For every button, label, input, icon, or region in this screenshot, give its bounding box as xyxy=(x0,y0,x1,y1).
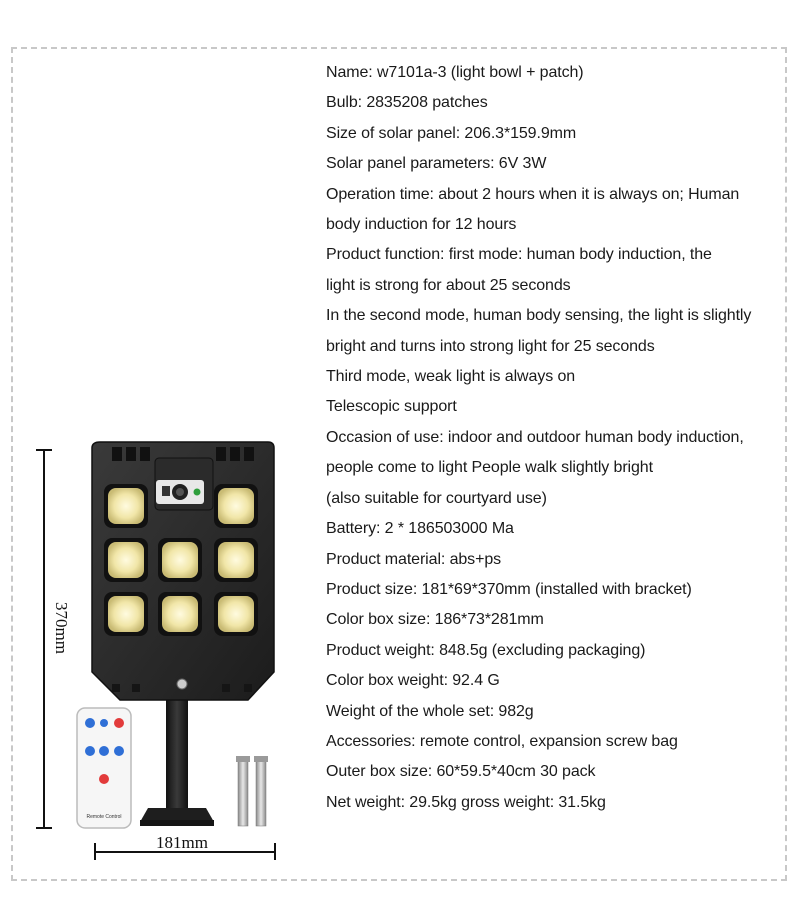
spec-line: light is strong for about 25 seconds xyxy=(326,276,571,294)
spec-line: people come to light People walk slightly bright xyxy=(326,459,653,477)
spec-line: Product material: abs+ps xyxy=(326,550,502,568)
spec-line: Name: w7101a-3 (light bowl + patch) xyxy=(326,64,584,81)
spec-line: Color box size: 186*73*281mm xyxy=(326,611,544,629)
expansion-screws xyxy=(236,756,268,826)
spec-line: Size of solar panel: 206.3*159.9mm xyxy=(326,124,577,142)
spec-line: Product size: 181*69*370mm (installed with bracket) xyxy=(326,580,692,598)
height-dimension-line xyxy=(36,450,52,828)
spec-line: Third mode, weak light is always on xyxy=(326,368,576,386)
height-dimension-label: 370mm xyxy=(52,602,71,654)
spec-line: Color box weight: 92.4 G xyxy=(326,672,500,690)
spec-line: Weight of the whole set: 982g xyxy=(326,702,534,720)
spec-line: bright and turns into strong light for 25 seconds xyxy=(326,337,655,355)
width-dimension-label: 181mm xyxy=(156,833,208,852)
spec-line: Product weight: 848.5g (excluding packaging) xyxy=(326,641,646,659)
remote-control xyxy=(77,708,131,828)
spec-line: Occasion of use: indoor and outdoor human body induction, xyxy=(326,428,744,446)
spec-line: Product function: first mode: human body induction, the xyxy=(326,246,712,264)
spec-line: Telescopic support xyxy=(326,398,457,416)
spec-line: Solar panel parameters: 6V 3W xyxy=(326,155,547,173)
spec-line: Accessories: remote control, expansion screw bag xyxy=(326,732,678,750)
spec-line: Net weight: 29.5kg gross weight: 31.5kg xyxy=(326,793,606,811)
spec-line: Bulb: 2835208 patches xyxy=(326,94,488,112)
remote-label: Remote Control xyxy=(86,814,122,820)
spec-line: Battery: 2 * 186503000 Ma xyxy=(326,520,514,538)
spec-line: (also suitable for courtyard use) xyxy=(326,489,547,507)
spec-line: Outer box size: 60*59.5*40cm 30 pack xyxy=(326,763,596,781)
spec-line: Operation time: about 2 hours when it is always on; Human xyxy=(326,185,740,203)
spec-line: body induction for 12 hours xyxy=(326,216,517,234)
spec-line: In the second mode, human body sensing, the light is slightly xyxy=(326,307,752,325)
